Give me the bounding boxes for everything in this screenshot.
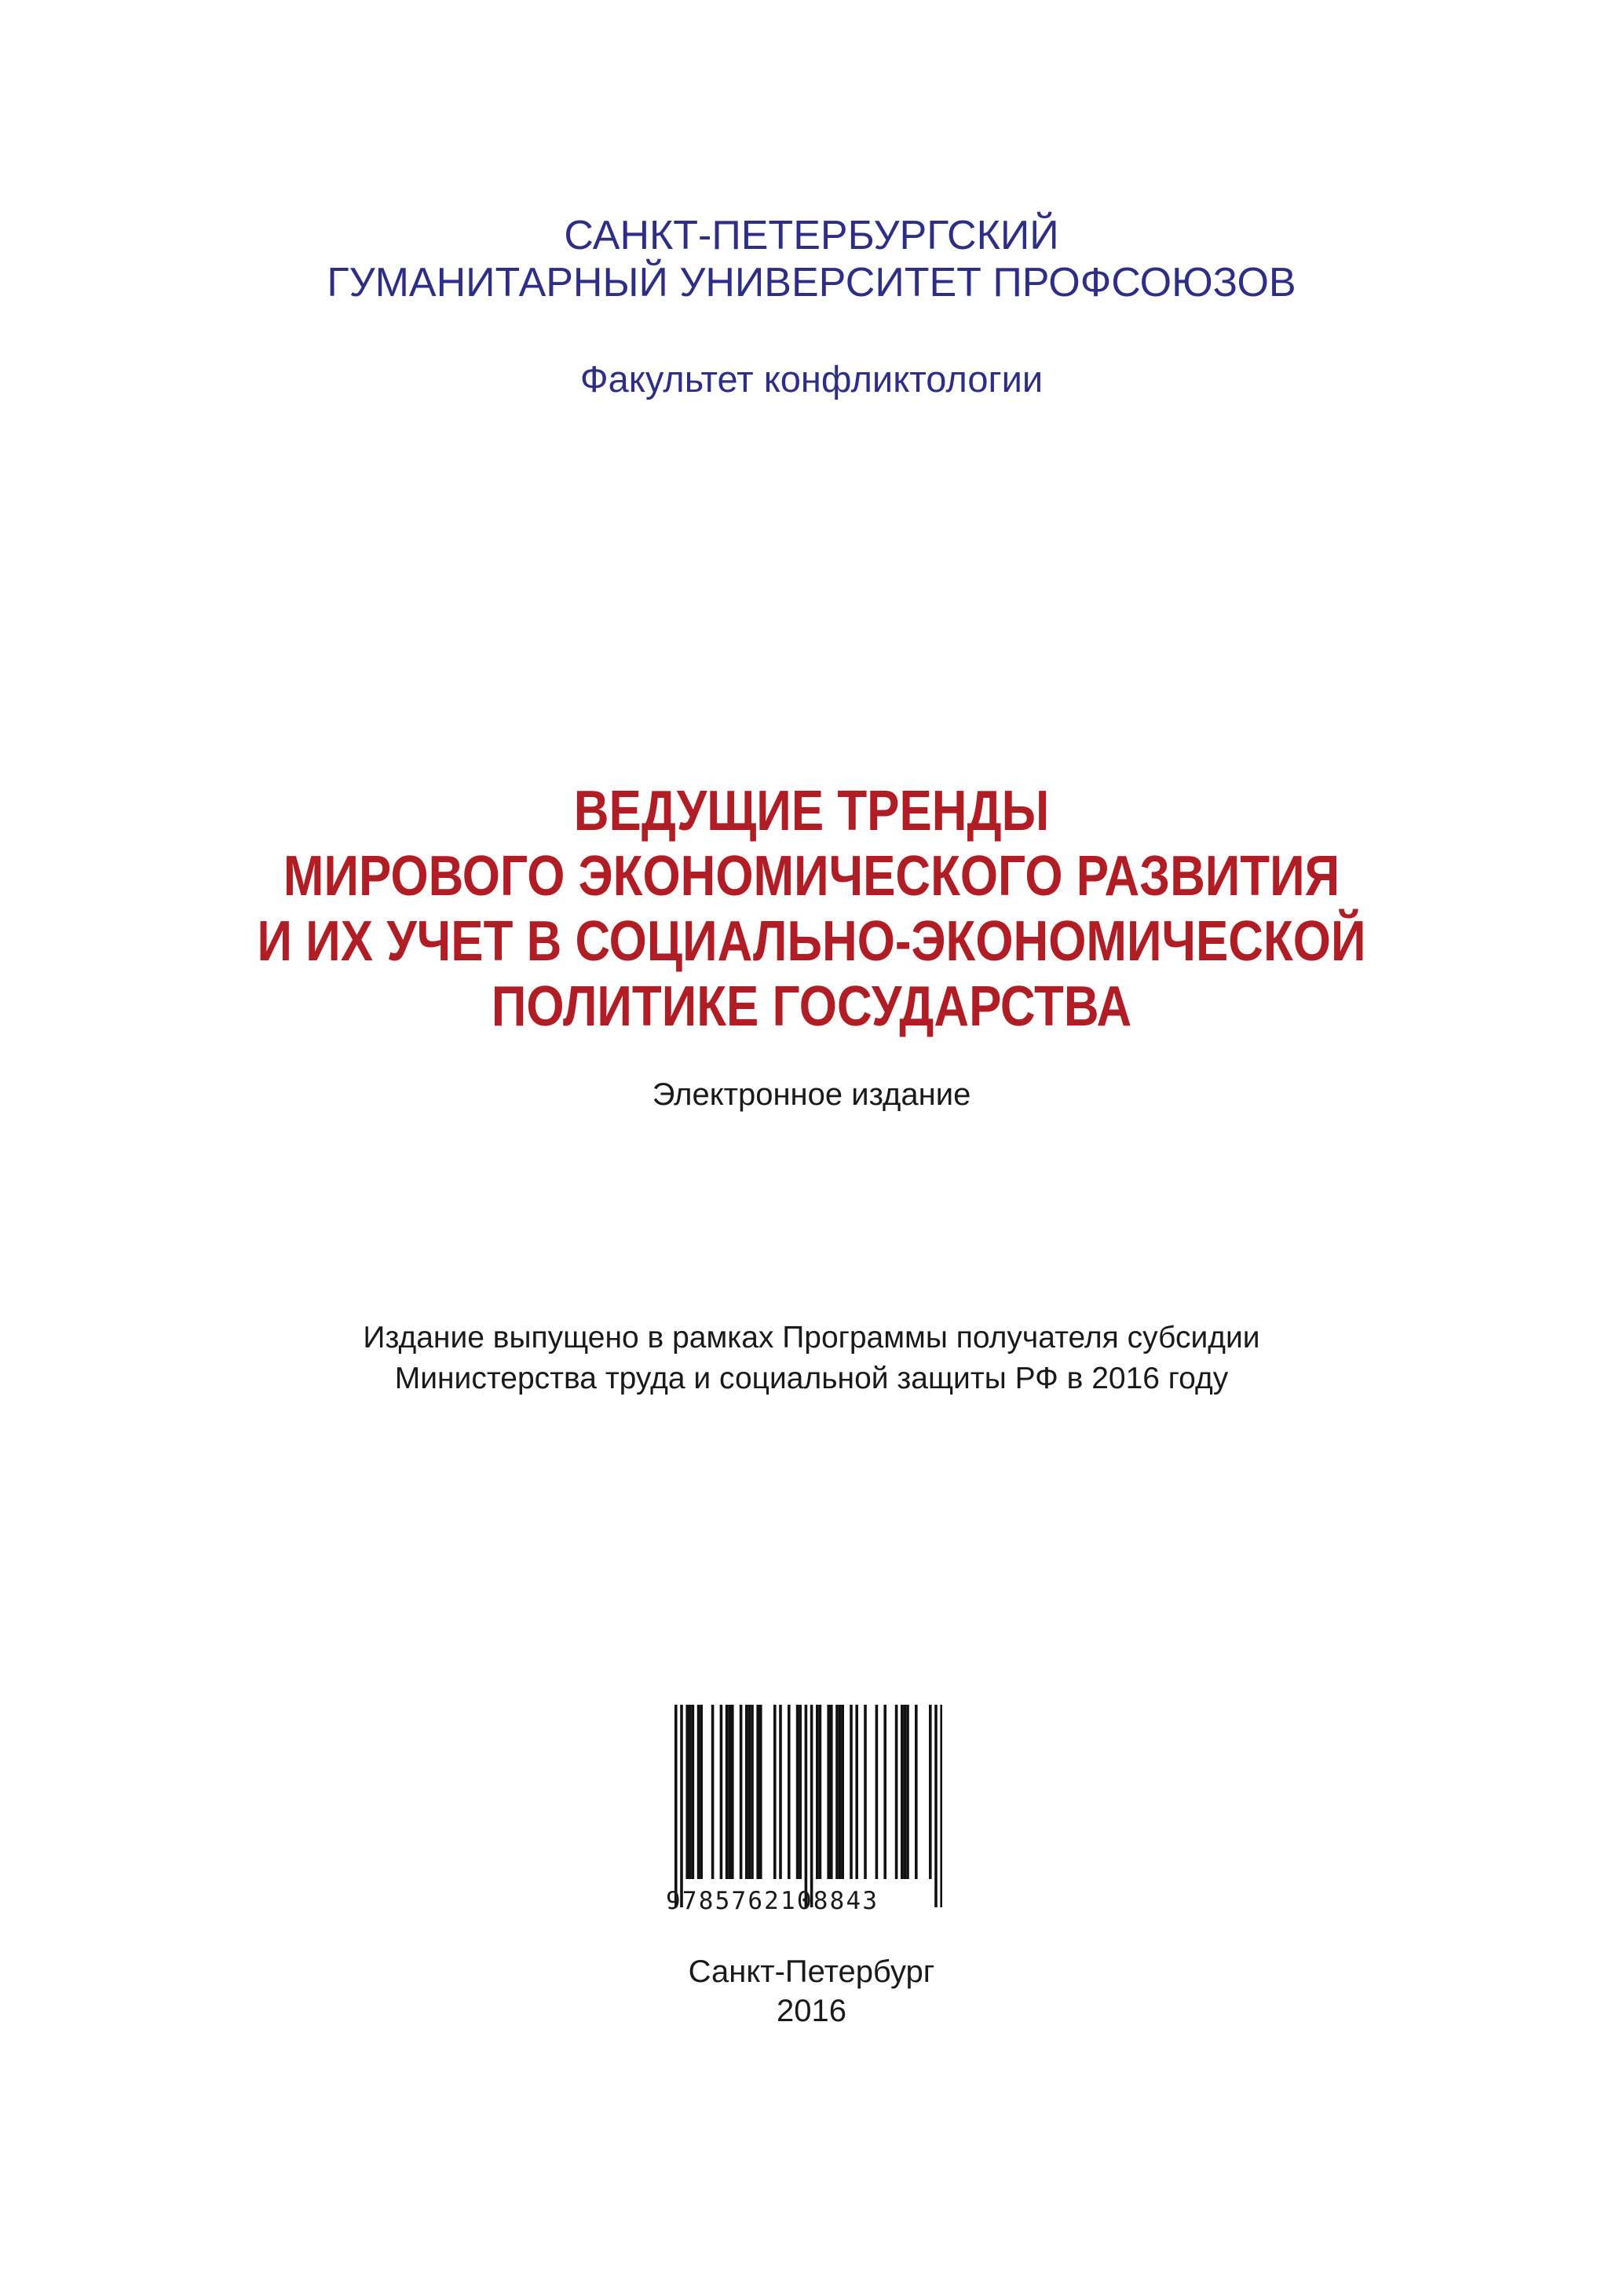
barcode-bar (904, 1705, 907, 1879)
program-note-line-1: Издание выпущено в рамках Программы получателя субсидии (363, 1321, 1260, 1355)
program-note (0, 1318, 1623, 1399)
edition-type-text: Электронное издание (652, 1077, 971, 1112)
barcode-bar (850, 1705, 853, 1879)
book-title-line-1: ВЕДУЩИЕ ТРЕНДЫ (573, 780, 1050, 843)
barcode-bar (841, 1705, 844, 1879)
edition-type (0, 1076, 1623, 1113)
barcode-bar (697, 1705, 700, 1879)
barcode-bar (819, 1705, 822, 1879)
faculty-name (0, 357, 1623, 401)
barcode-bar (906, 1705, 909, 1879)
barcode-bar (728, 1705, 731, 1879)
book-title-line-2: МИРОВОГО ЭКОНОМИЧЕСКОГО РАЗВИТИЯ (283, 845, 1340, 908)
barcode-bar (692, 1705, 695, 1879)
barcode-bar (799, 1705, 802, 1879)
book-title (114, 779, 1510, 1040)
barcode-bar (711, 1705, 715, 1879)
university-name-line-1: САНКТ-ПЕТЕРБУРГСКИЙ (564, 213, 1059, 258)
university-name (0, 212, 1623, 306)
barcode-bar (748, 1705, 751, 1879)
barcode-bar (883, 1705, 886, 1879)
barcode-bar (839, 1705, 842, 1879)
barcode-bar (796, 1705, 799, 1879)
program-note-line-2: Министерства труда и социальной защиты РФ в 2016 году (394, 1362, 1229, 1395)
isbn-barcode-digits: 9785762108843 (666, 1887, 879, 1915)
book-title-line-4: ПОЛИТИКЕ ГОСУДАРСТВА (491, 975, 1132, 1038)
barcode-bar (788, 1705, 791, 1879)
barcode-bar (745, 1705, 748, 1879)
university-name-line-2: ГУМАНИТАРНЫЙ УНИВЕРСИТЕТ ПРОФСОЮЗОВ (327, 260, 1296, 305)
imprint-year: 2016 (777, 1994, 846, 2028)
barcode-bar (827, 1705, 830, 1879)
book-title-line-3: И ИХ УЧЕТ В СОЦИАЛЬНО-ЭКОНОМИЧЕСКОЙ (257, 910, 1366, 973)
barcode-bar (680, 1705, 683, 1907)
barcode-bar (934, 1705, 938, 1907)
barcode-bar (901, 1705, 904, 1879)
barcode-bar (751, 1705, 754, 1879)
barcode-bar (810, 1705, 813, 1907)
imprint (0, 1952, 1623, 2031)
barcode-bar (779, 1705, 782, 1879)
barcode-bar (864, 1705, 867, 1879)
barcode-bar (773, 1705, 777, 1879)
isbn-barcode (663, 1705, 942, 1917)
barcode-bar (759, 1705, 762, 1879)
barcode-bar (830, 1705, 833, 1879)
barcode-bar (674, 1705, 678, 1907)
barcode-bar (689, 1705, 692, 1879)
barcode-bar (756, 1705, 759, 1879)
barcode-bar (720, 1705, 723, 1879)
barcode-bar (685, 1705, 689, 1879)
barcode-bar (726, 1705, 729, 1879)
barcode-bar (740, 1705, 743, 1879)
barcode-bar (816, 1705, 819, 1879)
barcode-bar (875, 1705, 879, 1879)
barcode-bar (915, 1705, 918, 1879)
barcode-bar (895, 1705, 898, 1879)
barcode-bar (731, 1705, 734, 1879)
barcode-bar (835, 1705, 839, 1879)
imprint-city: Санкт-Петербург (688, 1954, 935, 1989)
faculty-name-text: Факультет конфликтологии (579, 358, 1044, 400)
barcode-bar (929, 1705, 932, 1879)
barcode-bar (940, 1705, 942, 1907)
barcode-bar (805, 1705, 808, 1907)
barcode-bar (700, 1705, 703, 1879)
barcode-bar (855, 1705, 858, 1879)
